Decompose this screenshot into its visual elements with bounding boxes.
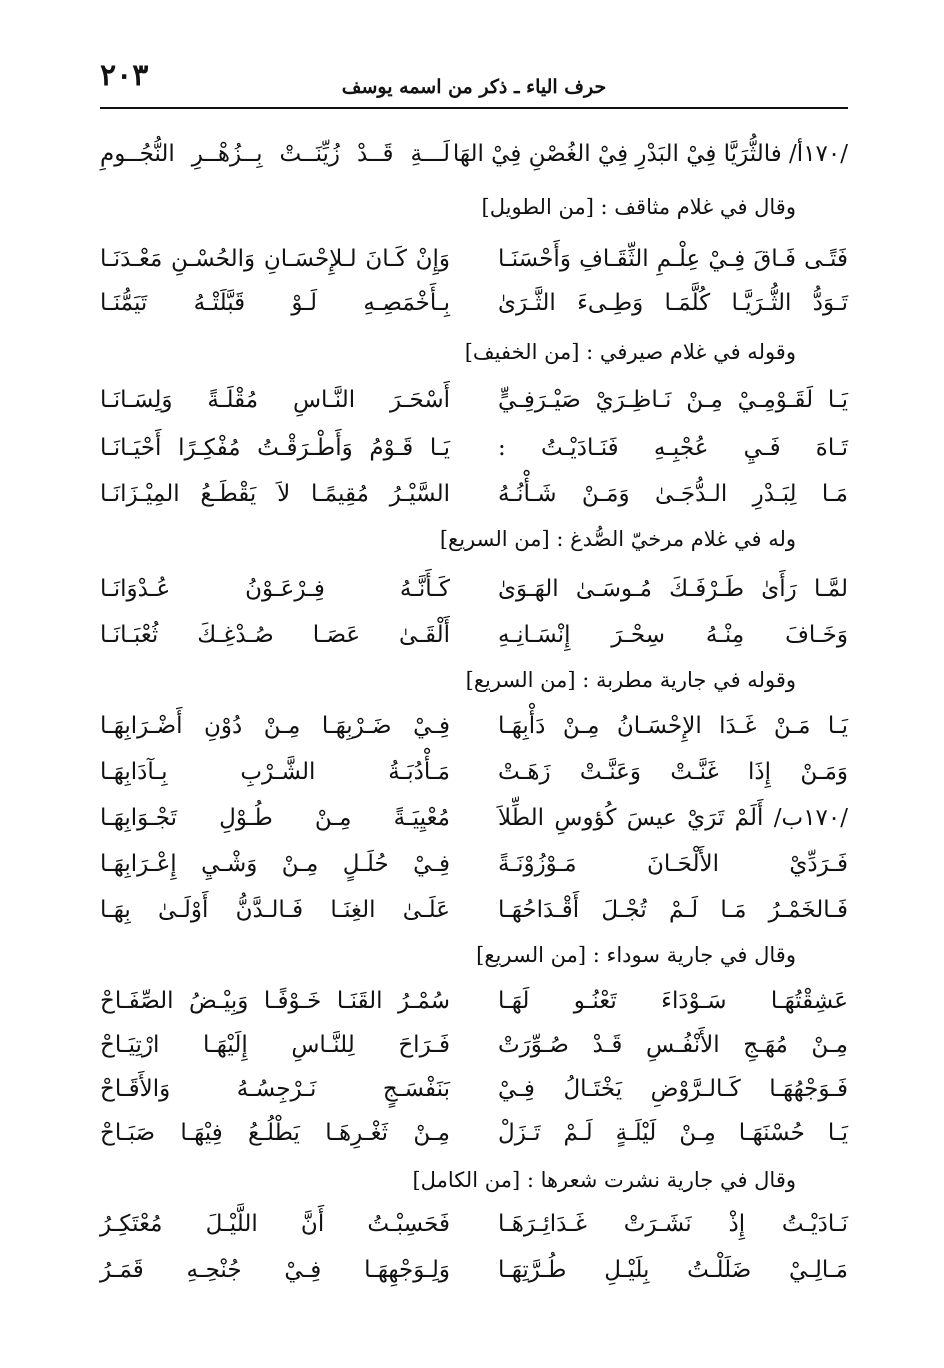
verse-first-hemistich: لمَّـا رَأَىٰ طَـرْفَـكَ مُـوسَـىٰ الهَـوَىٰ — [498, 576, 848, 602]
verse-first-hemistich: فَـوَجْهُهَـا كَـالـرَّوْضِ يَخْتَـالُ فِـيْ — [498, 1076, 848, 1102]
verse-first-hemistich: مِـنْ مُهَـجِ الأَنْفُـسِ قَـدْ صُـوِّرَتْ — [498, 1032, 848, 1058]
verse-first-hemistich: مَـالِـيْ ضَلَلْـتُ بِلَيْـلِ طُـرَّتِهَـا — [498, 1257, 848, 1283]
verse-second-hemistich: لَـــةِ قَــدْ زُيِّنَــتْ بِــزُهْــرِ النُّجُــومِ — [100, 141, 450, 167]
verse-line — [100, 704, 848, 748]
verse-second-hemistich: أَسْحَـرَ النَّـاسِ مُقْلَـةً وَلِسَـانَـا — [100, 387, 450, 413]
verse-line — [100, 378, 848, 422]
verse-line — [100, 613, 848, 657]
verse-second-hemistich: السَّيْـرُ مُقِيمًـا لاَ يَقْطَـعُ المِيْـزَانَـا — [100, 481, 450, 507]
verse-second-hemistich: فَـرَاحَ لِلنَّـاسِ إِلَيْهَـا ارْتِيَـاحْ — [100, 1032, 450, 1058]
verse-first-hemistich: يَـا مَـنْ غَـدَا الإِحْسَـانُ مِـنْ دَأْبِهَـا — [498, 713, 848, 739]
verse-first-hemistich: /١٧٠ب/ أَلَمْ تَرَيْ عيسَ كُؤوسِ الطِّلاَ — [498, 805, 848, 831]
page-header — [100, 58, 848, 108]
verse-second-hemistich: فِـيْ ضَـرْبِهَـا مِـنْ دُوْنِ أَضْـرَابِهَـا — [100, 713, 450, 739]
verse-first-hemistich: يَـا لَقَـوْمِـيْ مِـنْ نَـاظِـرَيْ صَيْـرَفِـيٍّ — [498, 387, 848, 413]
verse-first-hemistich: عَشِقْتُهَـا سَـوْدَاءَ تَعْنُـو لَهَـا — [498, 988, 848, 1014]
verse-second-hemistich: أَلْقَـىٰ عَصَـا صُـدْغِـكَ ثُعْبَـانَـا — [100, 622, 450, 648]
verse-second-hemistich: فِـيْ حُلَـلٍ مِـنْ وَشْـيِ إِعْـرَابِهَـا — [100, 851, 450, 877]
verse-second-hemistich: كَـأَنَّـهُ فِـرْعَـوْنُ عُـدْوَانَـا — [100, 576, 450, 602]
verse-line — [100, 567, 848, 611]
verse-second-hemistich: سُمْـرُ القَنَـا خَـوْفًـا وَبِيْـضُ الصِّفَـاحْ — [100, 988, 450, 1014]
verse-first-hemistich: وَخَـافَ مِنْـهُ سِحْـرَ إِنْسَـانِـهِ — [498, 622, 848, 648]
verse-line — [100, 281, 848, 325]
verse-first-hemistich: فَـالخَمْـرُ مَـا لَـمْ تُجْـلَ أَقْـدَاحُهَـا — [498, 897, 848, 923]
poem-intro: وقال في جارية سوداء : [من السريع] — [476, 943, 796, 967]
verse-second-hemistich: عَلَـىٰ الغِنَـا فَـالـدَّنُّ أَوْلَـىٰ بِهَـا — [100, 897, 450, 923]
verse-second-hemistich: فَحَسِبْـتُ أَنَّ اللَّيْـلَ مُعْتَكِـرُ — [100, 1211, 450, 1237]
verse-line — [100, 1111, 848, 1155]
poem-intro: وقال في جارية نشرت شعرها : [من الكامل] — [412, 1168, 796, 1192]
verse-first-hemistich: /١٧٠أ/ فالثُّرَيَّا فِيْ البَدْرِ فِيْ الغُصْنِ فِيْ الهَا — [452, 141, 848, 167]
poem-intro: وقال في غلام مثاقف : [من الطويل] — [481, 195, 796, 219]
verse-first-hemistich: تَـاهَ فَـيِ عُجْبِـهِ فَنَـادَيْـتُ : — [498, 435, 848, 461]
verse-first-hemistich: فَتًـى فَـاقَ فِـيْ عِلْـمِ الثِّقَـافِ وَأَحْسَنَـا — [498, 246, 848, 272]
verse-second-hemistich: وَلِـوَجْهِهَـا فِـيْ جُنْحِـهِ قَمَـرُ — [100, 1257, 450, 1283]
verse-first-hemistich: يَـا حُسْنَهَـا مِـنْ لَيْلَـةٍ لَـمْ تَـزَلْ — [498, 1120, 848, 1146]
page-number: ٢٠٣ — [100, 58, 149, 93]
verse-line — [100, 796, 848, 840]
verse-line — [100, 842, 848, 886]
verse-line — [100, 979, 848, 1023]
poem-intro: وله في غلام مرخيّ الصُّدغ : [من السريع] — [439, 527, 796, 551]
verse-line — [100, 1067, 848, 1111]
verse-line — [100, 750, 848, 794]
running-title: حرف الياء ـ ذكر من اسمه يوسف — [341, 76, 607, 98]
verse-line — [100, 237, 848, 281]
verse-second-hemistich: مُعْيِيَـةً مِـنْ طُـوْلِ تَجْـوَابِهَـا — [100, 805, 450, 831]
verse-second-hemistich: مِـنْ ثَغْـرِهَـا يَطْلُـعُ فِيْهَـا صَبَـاحْ — [100, 1120, 450, 1146]
verse-line — [100, 426, 848, 470]
poem-intro: وقوله في غلام صيرفي : [من الخفيف] — [464, 340, 796, 364]
verse-first-hemistich: نَـادَيْـتُ إِذْ نَشَـرَتْ غَـدَائِـرَهَـا — [498, 1211, 848, 1237]
verse-line — [100, 472, 848, 516]
verse-line — [100, 888, 848, 932]
verse-line — [100, 1248, 848, 1292]
verse-line — [100, 1023, 848, 1067]
verse-line — [100, 1202, 848, 1246]
verse-first-hemistich: فَـرَدِّيْ الأَلْحَـانَ مَـوْزُوْنَـةً — [498, 851, 848, 877]
verse-second-hemistich: بَنَفْسَـجٍ نَـرْجِسُـهُ وَالأَقَـاحْ — [100, 1076, 450, 1102]
verse-second-hemistich: مَـأْدُبَـةُ الشَّـرْبِ بِـآدَابِهَـا — [100, 759, 450, 785]
verse-first-hemistich: وَمَـنْ إِذَا غَنَّـتْ وَعَنَّـتْ زَهَـتْ — [498, 759, 848, 785]
verse-second-hemistich: وَإِنْ كَـانَ لـلإِحْسَـانِ وَالحُسْـنِ مَعْـدَنَـا — [100, 246, 450, 272]
verse-first-hemistich: مَـا لِبَـدْرِ الـدُّجَـىٰ وَمَـنْ شَـأْنُـهُ — [498, 481, 848, 507]
poem-intro: وقوله في جارية مطربة : [من السريع] — [465, 668, 796, 692]
header-rule — [100, 107, 848, 109]
verse-second-hemistich: يَـا قَـوْمُ وَأَطْـرَقْـتُ مُفْكِـرًا أَحْيَـانَـا — [100, 435, 450, 461]
verse-line — [100, 132, 848, 176]
verse-first-hemistich: تَـوَدُّ الثُّـرَيَّـا كُلَّمَـا وَطِـىءَ الثَّـرَىٰ — [498, 290, 848, 316]
verse-second-hemistich: بِـأَخْمَصِـهِ لَـوْ قَبَّلَتْـهُ تَيَمُّنَـا — [100, 290, 450, 316]
